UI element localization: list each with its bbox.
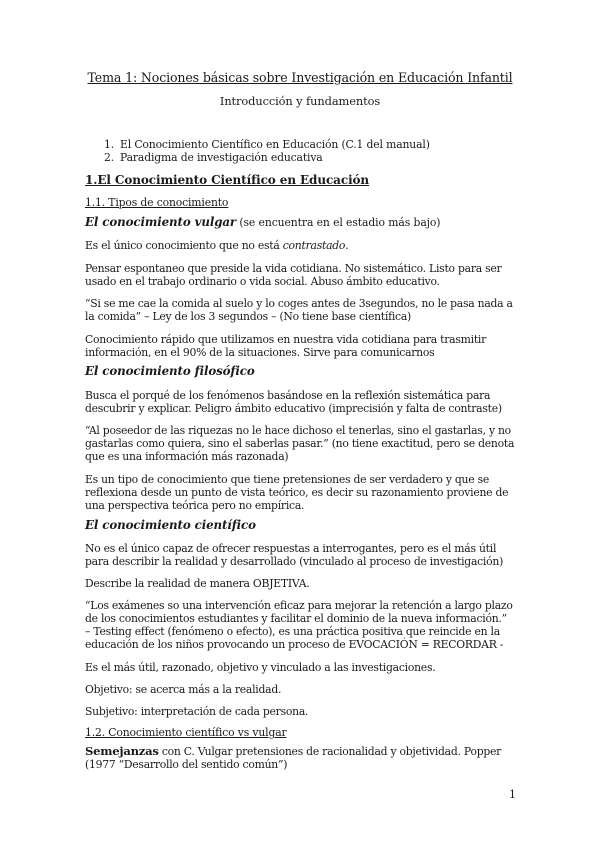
cientifico-paragraph-6: Subjetivo: interpretación de cada persona. <box>85 705 309 718</box>
page-number: 1 <box>509 788 516 801</box>
vulgar-paragraph-3: “Si se me cae la comida al suelo y lo coges antes de 3segundos, no le pasa nada a la comida” – Ley de los 3 segundos – (No tiene base científica) <box>85 297 513 323</box>
filosofico-paragraph-1: Busca el porqué de los fenómenos basándose en la reflexión sistemática para descubrir y explicar. Peligro ámbito educativo (imprecisión y falta de contraste) <box>85 389 502 415</box>
cientifico-paragraph-1: No es el único capaz de ofrecer respuestas a interrogantes, pero es el más útil para describir la realidad y desarrollado (vinculado al proceso de investigación) <box>85 542 504 568</box>
vulgar-paragraph-4: Conocimiento rápido que utilizamos en nuestra vida cotidiana para trasmitir información, en el 90% de la situaciones. Sirve para comunicarnos <box>85 333 487 359</box>
subsection-1-1-heading: 1.1. Tipos de conocimiento <box>85 196 229 209</box>
toc-item: 1. El Conocimiento Científico en Educación (C.1 del manual) <box>104 138 430 151</box>
toc-item: 2. Paradigma de investigación educativa <box>104 151 323 164</box>
filosofico-paragraph-3: Es un tipo de conocimiento que tiene pretensiones de ser verdadero y que se reflexiona desde un punto de vista teórico, es decir su razonamiento proviene de una perspectiva teórica pero no empírica. <box>85 473 509 512</box>
vulgar-paragraph-2: Pensar espontaneo que preside la vida cotidiana. No sistemático. Listo para ser usado en el trabajo ordinario o vida social. Abuso ámbito educativo. <box>85 262 502 288</box>
filosofico-heading: El conocimiento filosófico <box>85 364 255 378</box>
subsection-1-2-heading: 1.2. Conocimiento científico vs vulgar <box>85 726 287 739</box>
semejanzas-paragraph: Semejanzas con C. Vulgar pretensiones de racionalidad y objetividad. Popper (1977 “Desarrollo del sentido común”) <box>85 744 502 771</box>
vulgar-heading: El conocimiento vulgar (se encuentra en el estadio más bajo) <box>85 215 441 229</box>
cientifico-paragraph-3: “Los exámenes so una intervención eficaz para mejorar la retención a largo plazo de los conocimientos estudiantes y facilitar el dominio de la nueva información.” – Testing effect (fenómeno o efecto), es una práctica positiva que reincide en la educación de los niños provocando un proceso de EVOCACIÓN = RECORDAR - <box>85 599 513 651</box>
vulgar-paragraph-1: Es el único conocimiento que no está contrastado. <box>85 239 349 252</box>
document-subtitle: Introducción y fundamentos <box>219 94 381 108</box>
table-of-contents <box>104 138 430 164</box>
cientifico-paragraph-5: Objetivo: se acerca más a la realidad. <box>85 683 282 696</box>
section-1-heading: 1.El Conocimiento Científico en Educación <box>85 173 370 187</box>
cientifico-paragraph-2: Describe la realidad de manera OBJETIVA. <box>85 577 310 590</box>
cientifico-paragraph-4: Es el más útil, razonado, objetivo y vinculado a las investigaciones. <box>85 661 436 674</box>
document-title: Tema 1: Nociones básicas sobre Investigación en Educación Infantil <box>87 70 513 85</box>
cientifico-heading: El conocimiento científico <box>85 518 256 532</box>
filosofico-paragraph-2: “Al poseedor de las riquezas no le hace dichoso el tenerlas, sino el gastarlas, y no gastarlas como quiera, sino el saberlas pasar.” (no tiene exactitud, pero se denota que es una información más razonada) <box>85 424 515 463</box>
